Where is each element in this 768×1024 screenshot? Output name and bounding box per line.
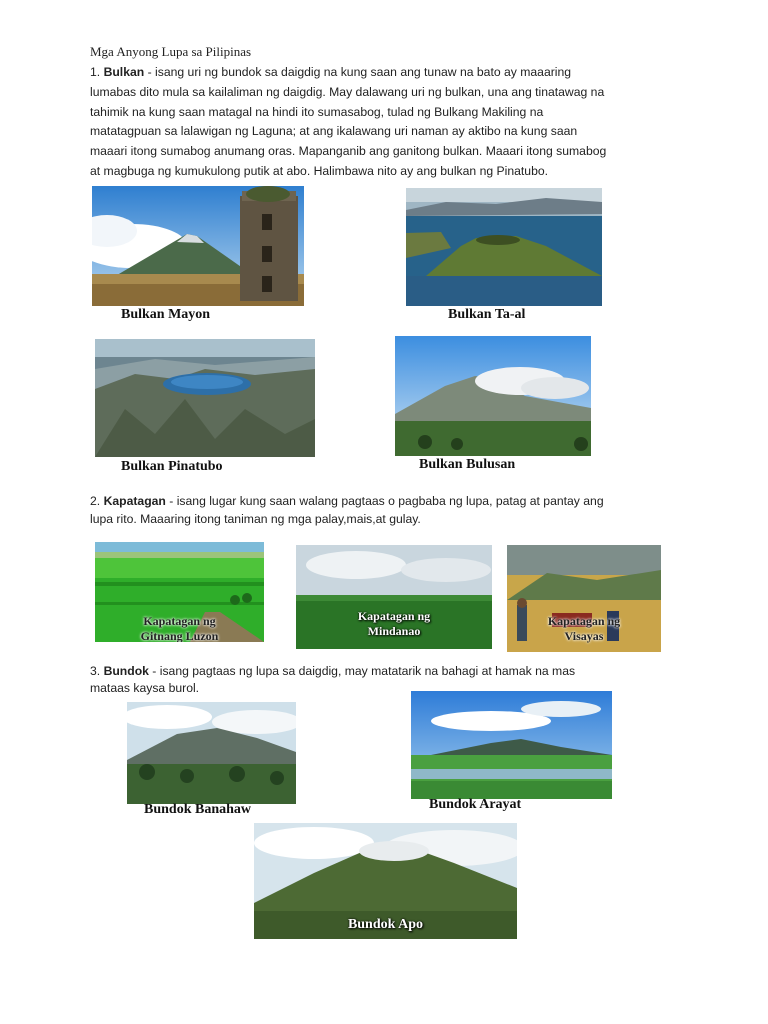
section-text: lumabas dito mula sa kailaliman ng daigdig. May dalawang uri ng bulkan, una ang tinatawag na xyxy=(90,84,605,99)
section-bulkan xyxy=(90,63,690,182)
section-term: Bundok xyxy=(103,664,149,678)
caption-banahaw: Bundok Banahaw xyxy=(144,802,252,817)
pinatubo-photo xyxy=(95,339,315,457)
section-line xyxy=(90,663,690,680)
label-line: Mindanao xyxy=(367,624,421,638)
bulusan-photo xyxy=(395,336,591,456)
section-text: lupa rito. Maaaring itong taniman ng mga palay,mais,at gulay. xyxy=(90,512,421,526)
section-line xyxy=(90,63,690,83)
label-line: Kapatagan ng xyxy=(547,614,621,628)
section-text: mataas kaysa burol. xyxy=(90,681,200,695)
luzon-plain-label xyxy=(95,614,264,642)
section-number: 3. xyxy=(90,664,101,678)
label-line: Kapatagan ng xyxy=(143,614,216,628)
section-text: - isang pagtaas ng lupa sa daigdig, may matatarik na bahagi at hamak na mas xyxy=(148,664,576,678)
section-text: tahimik na kung saan matagal na hindi ito sumasabog, tulad ng Bulkang Makiling na xyxy=(90,104,544,119)
section-number: 2. xyxy=(90,494,101,508)
section-text: matatagpuan sa lalawigan ng Laguna; at ang ikalawang uri naman ay aktibo na kung saan xyxy=(90,124,578,139)
banahaw-photo xyxy=(127,702,296,804)
apo-photo xyxy=(254,823,517,939)
section-text: maaari itong sumabog anumang oras. Mapanganib ang ganitong bulkan. Maaari itong sumabog xyxy=(90,144,607,159)
section-number: 1. xyxy=(90,65,101,79)
section-text: - isang lugar kung saan walang pagtaas o pagbaba ng lupa, patag at pantay ang xyxy=(165,494,604,508)
visayas-plain-label xyxy=(507,614,661,644)
section-kapatagan xyxy=(90,492,690,528)
mindanao-plain-label xyxy=(296,609,492,639)
visayas-plain-photo xyxy=(507,545,661,652)
caption-mayon: Bulkan Mayon xyxy=(121,307,211,322)
label-line: Gitnang Luzon xyxy=(140,629,219,642)
section-line xyxy=(90,492,690,510)
mindanao-plain-photo xyxy=(296,545,492,649)
section-text: - isang uri ng bundok sa daigdig na kung saan ang tunaw na bato ay maaaring xyxy=(144,65,572,79)
section-term: Bulkan xyxy=(103,65,145,79)
caption-apo: Bundok Apo xyxy=(347,917,424,932)
label-line: Kapatagan ng xyxy=(357,609,431,623)
mayon-photo xyxy=(92,186,304,306)
caption-pinatubo: Bulkan Pinatubo xyxy=(121,459,223,474)
arayat-photo xyxy=(411,691,612,799)
caption-bulusan: Bulkan Bulusan xyxy=(419,457,516,472)
luzon-plain-photo xyxy=(95,542,264,642)
document-title: Mga Anyong Lupa sa Pilipinas xyxy=(90,44,252,59)
caption-taal: Bulkan Ta-al xyxy=(448,307,526,322)
label-line: Visayas xyxy=(564,629,604,643)
section-term: Kapatagan xyxy=(103,494,166,508)
taal-photo xyxy=(406,188,602,306)
section-text: at magbuga ng kumukulong putik at abo. Halimbawa nito ay ang bulkan ng Pinatubo. xyxy=(90,163,549,178)
caption-arayat: Bundok Arayat xyxy=(429,797,522,812)
